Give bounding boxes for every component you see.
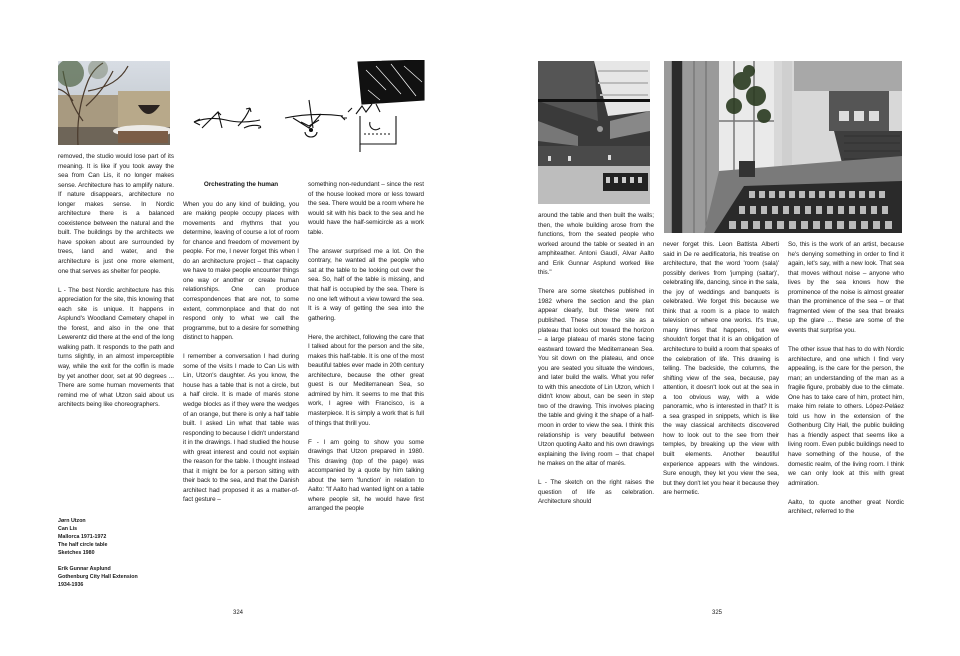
left-col-1	[58, 152, 174, 410]
gothenburg-hall-photo	[538, 61, 650, 204]
paragraph: Aalto, to quote another great Nordic architect, referred to the	[788, 498, 904, 516]
paragraph: around the table and then built the walls; then, the whole building arose from the functions, from the seated people who worked around the table or seated in an amphiteather. Antoni Gaudí, Alvar Aalto and Erik Gunnar Asplund worked like this."	[538, 212, 654, 277]
utzon-sketch-2	[283, 98, 348, 143]
paragraph: removed, the studio would lose part of its meaning. It is like if you took away the sea from Can Lis, it no longer makes sense. Architecture has to amplify nature. If nature disappears, architecture no longer makes sense. In Nordic architecture there is a balanced coexistence between the natural and the built. The buildings by the architects we have spoken about are surrounded by trees, land and water, and the architecture is just one more element, one that serves as shelter for people.	[58, 153, 174, 275]
gothenburg-interior-photo	[664, 61, 902, 233]
paragraph: Here, the architect, following the care that I talked about for the person and the site, makes this half-table. It is one of the most beautiful tables ever made in 20th century architecture, because the other great guest is our Mediterranean Sea, so admired by him. It seems to me that this work, I agree with Francisco, is a masterpiece. It is simply a work that is full of things that thrill you.	[308, 333, 424, 427]
paragraph: The other issue that has to do with Nordic architecture, and one which I find very appealing, is the care for the person, the man; an understanding of the man as a fragile figure, probably due to the climate. One has to take care of him, protect him, make him relate to others. López-Peláez told us how in the extension of the Gothenburg City Hall, the public building has a friendly aspect that seems like a living room. Even public buildings need to have something of the house, of the domestic realm, of the living room. I think we can only look at this with great admiration.	[788, 345, 904, 487]
page-number: 325	[712, 610, 723, 616]
paragraph: There are some sketches published in 1982 where the section and the plan appear clearly, but these were not published. These show the site as a plateau that looks out toward the horizon – a large plateau of marés stone facing eastward toward the Mediterranean Sea. You sit down on the plateau, and once you are seated you situate the windows, and later build the walls. What you refer to with this anecdote of Lin Utzon, which I didn't know about, can be seen in step two of the drawing. This involves placing the table and giving it the shape of a half-moon in order to view the sea. I think this relationship is very beautiful between Utzon quoting Aalto and his own drawings explaining the living room – that chapel he makes on the altar of marés.	[538, 288, 654, 468]
paragraph: something non-redundant – since the rest of the house looked more or less toward the sea. There would be a room where he would sit with his back to the sea and he would have the half-semicircle as a work table.	[308, 181, 424, 236]
left-col-3	[308, 180, 424, 514]
paragraph: L - The best Nordic architecture has this appreciation for the site, this knowing that each site is unique. It happens in Asplund's Woodland Cemetery chapel in the forest, and also in the one that Lewerentz did there at the end of the long walking path. It responds to the path and turns slightly, in an almost imperceptible way, while the exit for the coffin is made by yet another door, set at 90 degrees ... There are some human movements that remind me of what Utzon said about us architects being like choreographers.	[58, 286, 174, 409]
right-col-3	[788, 240, 904, 517]
paragraph: So, this is the work of an artist, because he's denying something in order to find it again, let's say, with a new look. That sea that moves without noise – anyone who lives by the sea knows how the prominence of the noise is almost greater than the prominence of the sea – or that fragmented view of the sea that breaks up the glare ... these are some of the events that surprise you.	[788, 241, 904, 334]
caption-asplund: Erik Gunnar Asplund Gothenburg City Hall Extension 1934-1936	[58, 566, 138, 588]
image-captions	[58, 517, 174, 597]
right-col-1	[538, 211, 654, 507]
left-col-2	[183, 180, 299, 505]
paragraph: F - I am going to show you some drawings that Utzon prepared in 1980. This drawing (top of the page) was accompanied by a quote by him talking about the term 'function' in relation to Aalto: "If Aalto had wanted light on a table where people sit, he would have first arranged the people	[308, 438, 424, 513]
right-col-2	[663, 240, 779, 498]
page-number: 324	[233, 610, 244, 616]
section-heading: Orchestrating the human	[203, 181, 279, 188]
caption-utzon: Jørn Utzon Can Lis Mallorca 1971-1972 The half circle table Sketches 1980	[58, 518, 108, 556]
utzon-sketch-3	[346, 60, 426, 160]
paragraph: L - The sketch on the right raises the question of life as celebration. Architecture should	[538, 479, 654, 506]
paragraph: The answer surprised me a lot. On the contrary, he wanted all the people who sat at the table to be looking out over the sea. So, half of the table is missing, and that half is occupied by the sea. There is no one left without a view toward the sea. It is a way of getting the sea into the gathering.	[308, 247, 424, 322]
can-lis-photo	[58, 61, 170, 145]
utzon-sketch-1	[190, 100, 270, 140]
paragraph: When you do any kind of building, you are making people occupy places with movements and rhythms that you determine, leaving of course a lot of room for chance and freedom of movement by people. For me, I never forget this when I do an architecture project – that capacity we have to make people encounter things one way or another or create human relationships. One can produce correspondences that are not, to some extent, commonplace and that do not respond only to what we call the programme, but to a desire for something distinct to happen.	[183, 200, 299, 342]
right-page	[480, 0, 960, 656]
paragraph: never forget this. Leon Battista Alberti said in De re aedificatoria, his treatise on architecture, that the word 'room (sala)' possibly derives from 'jumping (saltar)', celebrating life, dancing, since in the sala, the joy of weddings and banquets is celebrated. We forget this because we think that a room is a place to watch television or where one works. It's true, many times that happens, but we shouldn't forget that it is an obligation of architecture to build a room that speaks of the celebration of life. This drawing is telling. The backside, the columns, the shifting view of the sea, because, pay attention, it doesn't look out at the sea in a too obvious way, with a wide panoramic, who is interested in that? It is a sea grasped in snippets, which is like the way classical architects discovered how to look out to the see from their temples, by breaking up the view with built elements. Another beautiful experience appears with the windows. Sure enough, they let you view the sea, but they don't let you hear it because they are hermetic.	[663, 241, 779, 497]
paragraph: I remember a conversation I had during some of the visits I made to Can Lis with Lin, Utzon's daughter. As you know, the house has a table that is not a circle, but a half circle. It is made of marés stone wedge blocks as if they were the wedges of an orange, but there is only a half table built. I asked Lin what that table was responding to because I didn't understand it in the drawings. I had studied the house with great interest and could not explain the reason for the table. I thought instead that it might be for a person sitting with their back to the sea, and that the Danish architect had proposed it as a matter-of-fact gesture –	[183, 353, 299, 504]
